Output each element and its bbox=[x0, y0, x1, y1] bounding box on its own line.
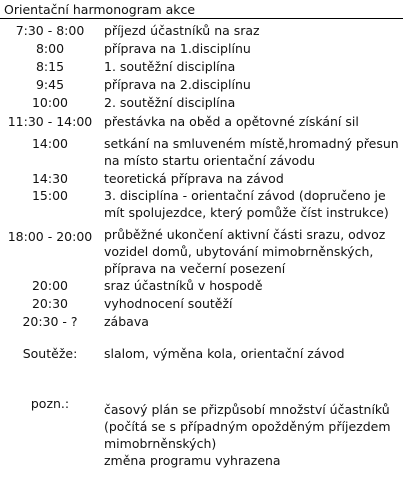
notes-line: mimobrněnských) bbox=[104, 436, 217, 451]
schedule-description bbox=[104, 313, 400, 330]
schedule-description-line: příjezd účastníků na sraz bbox=[104, 23, 260, 38]
notes-line: (počítá se s případným opožděným příjezdem bbox=[104, 419, 391, 434]
schedule-description-line: 1. soutěžní disciplína bbox=[104, 59, 236, 74]
schedule-description bbox=[104, 22, 400, 39]
schedule-time: 9:45 bbox=[35, 77, 65, 92]
schedule-time: 20:30 - ? bbox=[22, 314, 78, 329]
schedule-description bbox=[104, 170, 400, 187]
schedule-time: 8:15 bbox=[35, 59, 65, 74]
schedule-description bbox=[104, 94, 400, 111]
schedule-description bbox=[104, 226, 400, 277]
schedule-description bbox=[104, 40, 400, 57]
schedule-description bbox=[104, 76, 400, 93]
schedule-description bbox=[104, 113, 400, 130]
notes-line: změna programu vyhrazena bbox=[104, 453, 281, 468]
schedule-description bbox=[104, 277, 400, 294]
schedule-description-line: zábava bbox=[104, 314, 149, 329]
schedule-description-line: mít spolujezdce, který pomůže číst instrukce) bbox=[104, 205, 389, 220]
notes-line: časový plán se přizpůsobí množství účastníků bbox=[104, 402, 390, 417]
schedule-description-line: příprava na večerní posezení bbox=[104, 261, 286, 276]
competitions-line: slalom, výměna kola, orientační závod bbox=[104, 346, 345, 361]
schedule-description-line: sraz účastníků v hospodě bbox=[104, 278, 263, 293]
schedule-time: 15:00 bbox=[31, 188, 69, 203]
schedule-description-line: vyhodnocení soutěží bbox=[104, 296, 233, 311]
schedule-time: 7:30 - 8:00 bbox=[15, 23, 85, 38]
schedule-description-line: přestávka na oběd a opětovné získání sil bbox=[104, 114, 359, 129]
notes-text bbox=[104, 401, 400, 469]
schedule-description-line: setkání na smluveném místě,hromadný přesun bbox=[104, 136, 399, 151]
schedule-description bbox=[104, 135, 400, 169]
schedule-time: 8:00 bbox=[35, 41, 65, 56]
schedule-description bbox=[104, 187, 400, 221]
schedule-description-line: na místo startu orientační závodu bbox=[104, 153, 316, 168]
schedule-description-line: vozidel domů, ubytování mimobrněnských, bbox=[104, 244, 374, 259]
title-underline bbox=[0, 18, 403, 19]
schedule-description-line: příprava na 1.disciplínu bbox=[104, 41, 251, 56]
schedule-time: 10:00 bbox=[31, 95, 69, 110]
schedule-time: 14:00 bbox=[31, 136, 69, 151]
schedule-description-line: 2. soutěžní disciplína bbox=[104, 95, 236, 110]
schedule-description bbox=[104, 58, 400, 75]
notes-label: pozn.: bbox=[30, 396, 70, 411]
schedule-time: 11:30 - 14:00 bbox=[7, 114, 93, 129]
schedule-description-line: průběžné ukončení aktivní části srazu, odvoz bbox=[104, 227, 386, 242]
schedule-time: 20:30 bbox=[31, 296, 69, 311]
schedule-time: 14:30 bbox=[31, 171, 69, 186]
competitions-list bbox=[104, 345, 400, 362]
schedule-description-line: příprava na 2.disciplínu bbox=[104, 77, 251, 92]
schedule-description-line: 3. disciplína - orientační závod (dopručeno je bbox=[104, 188, 386, 203]
schedule-time: 20:00 bbox=[31, 278, 69, 293]
document-title: Orientační harmonogram akce bbox=[4, 2, 196, 17]
schedule-description-line: teoretická příprava na závod bbox=[104, 171, 284, 186]
schedule-time: 18:00 - 20:00 bbox=[7, 229, 93, 244]
competitions-label: Soutěže: bbox=[22, 346, 78, 361]
schedule-description bbox=[104, 295, 400, 312]
